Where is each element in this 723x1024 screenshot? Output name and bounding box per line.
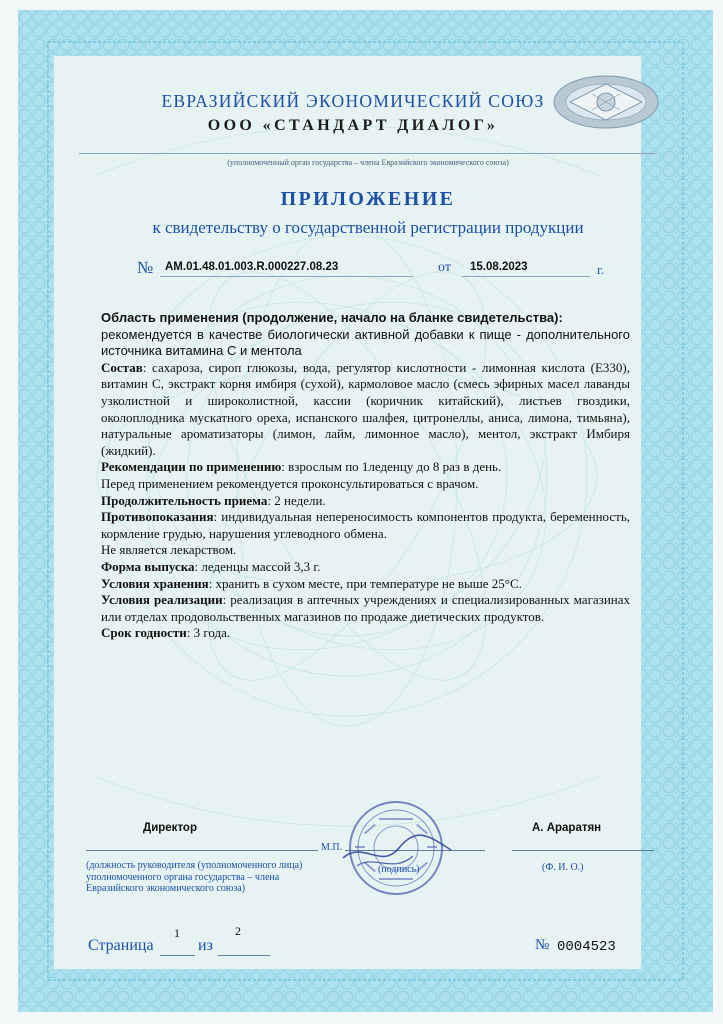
usage-note: Перед применением рекомендуется проконсультироваться с врачом. bbox=[101, 475, 479, 491]
signatory-role: Директор bbox=[143, 822, 197, 834]
sale-text: : реализация в аптечных учреждениях и специализированных магазинах или отделах продовольственных магазинов по продаже диетических продуктов. bbox=[101, 592, 631, 624]
signatory-name: А. Араратян bbox=[532, 822, 602, 834]
not-medicine-text: Не является лекарством. bbox=[101, 542, 237, 558]
storage-paragraph bbox=[101, 576, 630, 593]
duration-text: : 2 недели. bbox=[267, 492, 326, 508]
area-text: рекомендуется в качестве биологически активной добавки к пище - дополнительного источника витамина С и ментола bbox=[101, 326, 630, 359]
shelf-paragraph bbox=[101, 625, 630, 642]
registration-number: AM.01.48.01.003.R.000227.08.23 bbox=[165, 261, 339, 273]
number-underline bbox=[160, 276, 413, 277]
shelf-label: Срок годности bbox=[101, 625, 187, 641]
form-paragraph bbox=[101, 559, 630, 576]
usage-text: : взрослым по 1леденцу до 8 раз в день. bbox=[281, 459, 502, 475]
composition-label: Состав bbox=[101, 359, 143, 375]
document-subtitle: к свидетельству о государственной регистрации продукции bbox=[152, 218, 584, 237]
usage-label: Рекомендации по применению bbox=[101, 459, 282, 475]
of-label: из bbox=[198, 937, 213, 954]
hologram-emblem bbox=[552, 74, 660, 130]
signature-caption: (подпись) bbox=[378, 864, 420, 875]
organization-note: (уполномоченный орган государства – члена Евразийского экономического союза) bbox=[227, 158, 509, 167]
union-title: ЕВРАЗИЙСКИЙ ЭКОНОМИЧЕСКИЙ СОЮЗ bbox=[161, 91, 545, 111]
contra-label: Противопоказания bbox=[101, 509, 214, 525]
document-body bbox=[101, 310, 630, 642]
organization-name: ООО «СТАНДАРТ ДИАЛОГ» bbox=[207, 117, 499, 134]
sale-label: Условия реализации bbox=[101, 592, 223, 608]
page-total-line bbox=[218, 955, 270, 956]
area-label: Область применения (продолжение, начало на бланке свидетельства): bbox=[101, 310, 563, 325]
area-paragraph bbox=[101, 310, 630, 360]
role-line bbox=[86, 850, 318, 851]
document-title: ПРИЛОЖЕНИЕ bbox=[280, 188, 456, 210]
header-divider bbox=[79, 153, 657, 154]
date-underline bbox=[462, 276, 590, 277]
page-current-line bbox=[160, 955, 195, 956]
serial-number: 0004523 bbox=[557, 939, 616, 955]
year-suffix: г. bbox=[597, 262, 605, 277]
sale-paragraph bbox=[101, 592, 630, 625]
official-stamp bbox=[333, 800, 459, 900]
page-label: Страница bbox=[88, 937, 154, 954]
duration-label: Продолжительность приема bbox=[101, 492, 268, 508]
name-line bbox=[512, 850, 654, 851]
serial-label: № bbox=[535, 937, 550, 953]
contra-text: : индивидуальная непереносимость компонентов продукта, беременность, кормление грудью, нарушения углеводного обмена. bbox=[101, 509, 630, 541]
registration-date: 15.08.2023 bbox=[470, 261, 528, 273]
from-label: от bbox=[438, 260, 451, 275]
number-label: № bbox=[137, 258, 154, 277]
page-total: 2 bbox=[235, 924, 241, 938]
seal-place-label: М.П. bbox=[321, 842, 343, 853]
role-caption: (должность руководителя (уполномоченного лица) уполномоченного органа государства – члена Евразийского экономического союза) bbox=[86, 860, 303, 894]
composition-text: : сахароза, сироп глюкозы, вода, регулятор кислотности - лимонная кислота (Е330), витамин С, экстракт корня имбиря (сухой), кармоловое масло (смесь эфирных масел лаванды узколистной и широколистной, кассии (коричник китайский), листьев гвоздики, околоплодника мускатного ореха, испанского шалфея, цитронеллы, аниса, лимона, тимьяна), натуральные ароматизаторы (лимон, лайм, лимонное масло), ментол, экстракт Имбиря (жидкий). bbox=[101, 359, 630, 458]
shelf-text: : 3 года. bbox=[186, 625, 231, 641]
usage-paragraph bbox=[101, 459, 630, 492]
duration-paragraph bbox=[101, 493, 630, 510]
page-current: 1 bbox=[174, 926, 180, 940]
form-label: Форма выпуска bbox=[101, 558, 195, 574]
storage-text: : хранить в сухом месте, при температуре не выше 25°С. bbox=[208, 575, 522, 591]
fio-caption: (Ф. И. О.) bbox=[542, 862, 584, 873]
form-text: : леденцы массой 3,3 г. bbox=[194, 558, 321, 574]
storage-label: Условия хранения bbox=[101, 575, 209, 591]
composition-paragraph bbox=[101, 360, 630, 460]
contra-paragraph bbox=[101, 509, 630, 559]
